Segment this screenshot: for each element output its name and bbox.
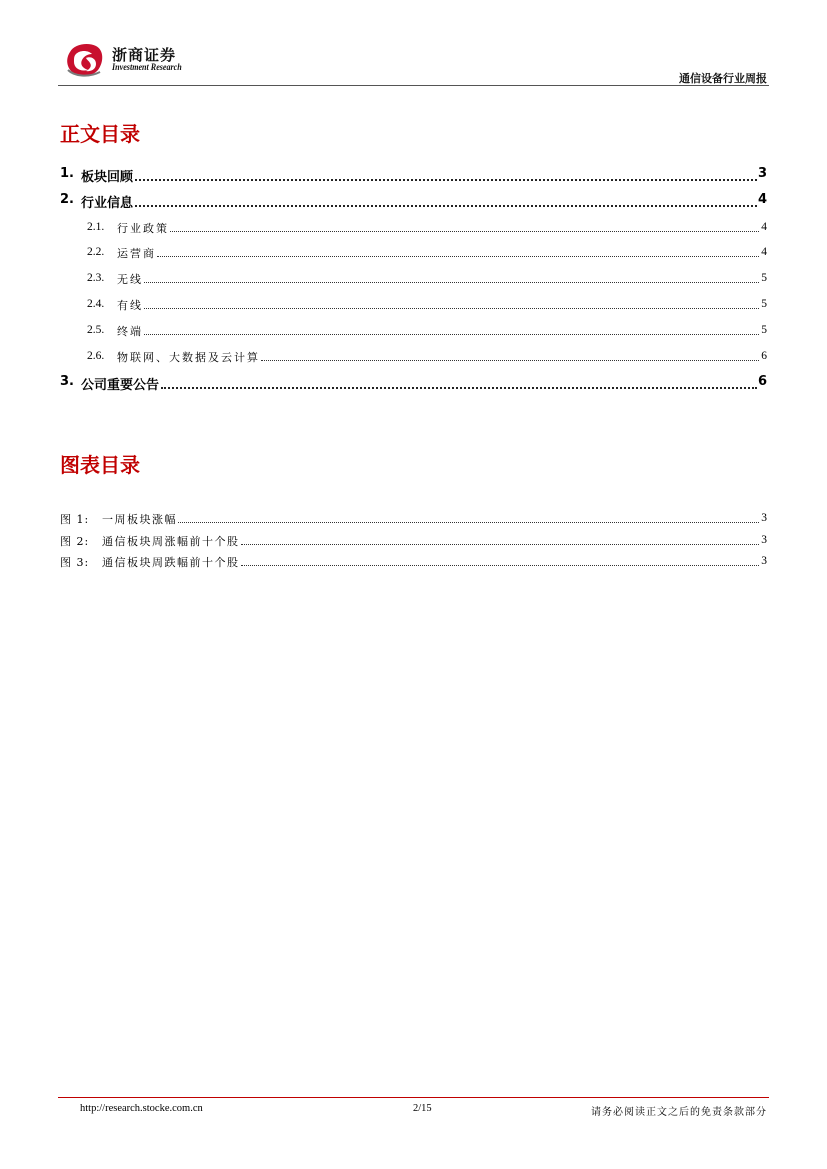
- leader-dots: [144, 334, 759, 335]
- figure-entry[interactable]: [0, 510, 827, 528]
- leader-dots: [178, 522, 759, 523]
- header-divider: [58, 85, 769, 86]
- leader-dots: [144, 308, 759, 309]
- toc-entry-page: 5: [761, 324, 767, 336]
- toc-entry[interactable]: [0, 322, 827, 340]
- figure-entry-label: 通信板块周涨幅前十个股: [102, 535, 240, 548]
- toc-entry-label: 物联网、大数据及云计算: [117, 351, 260, 364]
- toc-entry-number: 2.1.: [87, 221, 105, 233]
- toc-entry-page: 4: [757, 192, 767, 207]
- toc-entry-number: 2.2.: [87, 246, 105, 258]
- leader-dots: [241, 565, 759, 566]
- toc-entry[interactable]: [0, 219, 827, 237]
- logo-text-cn: 浙商证券: [112, 46, 177, 64]
- toc-entry-number: 2.: [60, 192, 74, 207]
- leader-dots: [170, 231, 759, 232]
- toc-entry-label: 公司重要公告: [81, 378, 160, 393]
- toc-entry-label: 无线: [117, 273, 143, 286]
- company-logo: [66, 42, 186, 80]
- report-type-label: 通信设备行业周报: [679, 72, 767, 85]
- figure-entry[interactable]: [0, 532, 827, 550]
- leader-dots: [135, 179, 757, 181]
- toc-entry-number: 1.: [60, 166, 74, 181]
- toc-entry-page: 4: [761, 221, 767, 233]
- figure-entry-page: 3: [761, 512, 767, 524]
- footer-divider: [58, 1097, 769, 1098]
- toc-entry[interactable]: [0, 166, 827, 184]
- figure-entry-number: 图 1:: [60, 513, 90, 526]
- toc-entry-number: 2.3.: [87, 272, 105, 284]
- figures-title: 图表目录: [60, 453, 140, 477]
- toc-entry-label: 行业政策: [117, 222, 169, 235]
- leader-dots: [135, 205, 757, 207]
- footer-url-link[interactable]: http://research.stocke.com.cn: [80, 1103, 203, 1114]
- toc-entry-page: 3: [757, 166, 767, 181]
- leader-dots: [261, 360, 759, 361]
- toc-entry-label: 有线: [117, 299, 143, 312]
- leader-dots: [241, 544, 759, 545]
- figure-entry-page: 3: [761, 534, 767, 546]
- figure-entry[interactable]: [0, 553, 827, 571]
- figure-entry-label: 通信板块周跌幅前十个股: [102, 556, 240, 569]
- logo-text-en: Investment Research: [112, 63, 182, 73]
- toc-entry[interactable]: [0, 192, 827, 210]
- toc-entry-number: 2.6.: [87, 350, 105, 362]
- toc-entry-label: 行业信息: [81, 196, 134, 211]
- toc-entry-number: 2.4.: [87, 298, 105, 310]
- toc-entry[interactable]: [0, 244, 827, 262]
- footer-disclaimer: 请务必阅读正文之后的免责条款部分: [591, 1107, 767, 1118]
- page-number: 2/15: [413, 1103, 432, 1114]
- toc-entry-number: 2.5.: [87, 324, 105, 336]
- toc-entry-label: 运营商: [117, 247, 156, 260]
- figure-entry-number: 图 3:: [60, 556, 90, 569]
- toc-entry[interactable]: [0, 374, 827, 392]
- toc-entry[interactable]: [0, 348, 827, 366]
- figure-entry-page: 3: [761, 555, 767, 567]
- toc-entry-number: 3.: [60, 374, 74, 389]
- toc-entry-page: 5: [761, 298, 767, 310]
- leader-dots: [157, 256, 759, 257]
- toc-entry[interactable]: [0, 296, 827, 314]
- leader-dots: [161, 387, 757, 389]
- toc-entry-label: 终端: [117, 325, 143, 338]
- toc-entry-page: 4: [761, 246, 767, 258]
- toc-entry-page: 6: [761, 350, 767, 362]
- figure-entry-label: 一周板块涨幅: [102, 513, 177, 526]
- leader-dots: [144, 282, 759, 283]
- toc-entry-page: 5: [761, 272, 767, 284]
- toc-entry[interactable]: [0, 270, 827, 288]
- toc-entry-label: 板块回顾: [81, 170, 134, 185]
- toc-entry-page: 6: [757, 374, 767, 389]
- toc-title: 正文目录: [60, 122, 140, 146]
- figure-entry-number: 图 2:: [60, 535, 90, 548]
- logo-mark-icon: [66, 42, 106, 78]
